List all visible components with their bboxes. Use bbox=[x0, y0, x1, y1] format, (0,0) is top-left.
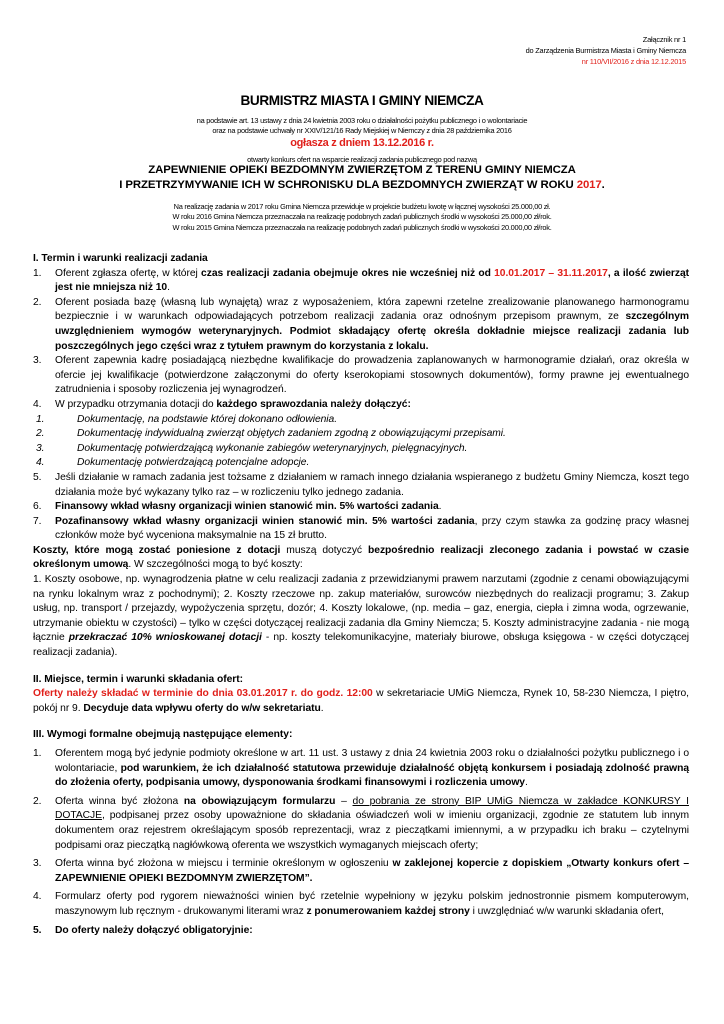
budget-line: W roku 2015 Gmina Niemcza przeznaczała na realizację podobnych zadań publicznych środki w wysokości 20.000,00 zł/rok. bbox=[172, 222, 552, 232]
sub-text: Dokumentację potwierdzającą wykonanie zabiegów weterynaryjnych, pielęgnacyjnych. bbox=[77, 442, 468, 454]
eligible-costs-list bbox=[33, 573, 689, 661]
item-text: Formularz oferty pod rygorem nieważności winien być rzetelnie wypełniony w języku polskim jednostronnie pismem komputerowym, maszynowym lub ręcznym - drukowanymi literami wraz bbox=[55, 891, 689, 917]
item-text: Oferta winna być złożona bbox=[55, 795, 184, 807]
task-title bbox=[30, 163, 694, 192]
costs-bold: bezpośrednio realizacji zleconego zadania i powstać w czasie określonym umową bbox=[33, 544, 689, 571]
budget-line: W roku 2016 Gmina Niemcza przeznaczała na realizację podobnych zadań publicznych środki w wysokości 25.000,00 zł/rok. bbox=[172, 212, 552, 222]
eligible-costs-intro bbox=[33, 544, 689, 573]
competition-intro: otwarty konkurs ofert na wsparcie realizacji zadania publicznego pod nazwą bbox=[247, 155, 477, 164]
item-text: Oferent zgłasza ofertę, w której bbox=[55, 267, 202, 279]
attachment-number: Załącznik nr 1 bbox=[642, 35, 686, 44]
item-bold: szczególnym uwzględnieniem wymogów weterynaryjnych. Podmiot składający ofertę określa dokładnie miejsce realizacji zadania lub poszczególnych jego części wraz z tytułem prawnym do korzystania z lokalu. bbox=[55, 311, 689, 352]
report-attachment-item bbox=[33, 427, 689, 442]
item-number: 3. bbox=[33, 858, 42, 870]
section-3-item bbox=[33, 924, 689, 939]
sub-text: Dokumentację potwierdzającą potencjalne adopcje. bbox=[77, 457, 310, 469]
item-text: – bbox=[335, 795, 353, 807]
section-1-heading: I. Termin i warunki realizacji zadania bbox=[33, 253, 208, 264]
item-text: . bbox=[167, 282, 170, 294]
item-bold: z ponumerowaniem każdej strony bbox=[306, 905, 470, 917]
item-number: 7. bbox=[33, 515, 42, 527]
section-1-item bbox=[33, 354, 689, 398]
item-number: 1. bbox=[33, 748, 42, 759]
item-bold: Pozafinansowy wkład własny organizacji winien stanowić min. 5% wartości zadania bbox=[55, 515, 475, 527]
item-number: 3. bbox=[33, 355, 42, 367]
section-3-item bbox=[33, 857, 689, 886]
item-bold: na obowiązującym formularzu bbox=[183, 795, 336, 807]
item-text: . bbox=[524, 777, 528, 789]
spacer bbox=[33, 661, 689, 673]
submission-bold: Decyduje data wpływu oferty do w/w sekretariatu bbox=[83, 702, 321, 714]
costs-text: . W szczególności mogą to być koszty: bbox=[128, 559, 303, 571]
item-number: 2. bbox=[33, 296, 42, 308]
item-bold: każdego sprawozdania należy dołączyć: bbox=[216, 398, 411, 410]
legal-basis-line: na podstawie art. 13 ustawy z dnia 24 kwietnia 2003 roku o działalności pożytku publicznego i o wolontariacie bbox=[196, 116, 528, 125]
legal-basis-line: oraz na podstawie uchwały nr XXIV/121/16 Rady Miejskiej w Niemczy z dnia 28 października 2016 bbox=[212, 126, 512, 136]
item-number: 2. bbox=[33, 795, 42, 807]
task-title-line: ZAPEWNIENIE OPIEKI BEZDOMNYM ZWIERZĘTOM Z TERENU GMINY NIEMCZA bbox=[148, 164, 576, 176]
task-title-line bbox=[30, 178, 694, 193]
document-body bbox=[33, 252, 689, 942]
attachment-ordinance-number: nr 110/VII/2016 z dnia 12.12.2015 bbox=[581, 57, 686, 66]
item-number: 6. bbox=[33, 501, 42, 513]
task-title-end: . bbox=[601, 178, 605, 191]
report-attachment-item bbox=[33, 442, 689, 457]
report-attachment-item bbox=[33, 456, 689, 471]
submission-deadline: Oferty należy składać w terminie do dnia 03.01.2017 r. do godz. 12:00 bbox=[33, 688, 373, 700]
legal-basis bbox=[30, 116, 694, 137]
item-text: Jeśli działanie w ramach zadania jest tożsame z działaniem w ramach innego działania wspieranego z budżetu Gminy Niemcza, koszt tego działania może być wykazany tylko raz – w rozliczeniu tylko jednego zadania. bbox=[55, 471, 689, 498]
costs-bold: Koszty, które mogą zostać poniesione z dotacji bbox=[33, 544, 281, 556]
sub-text: Dokumentację indywidualną zwierząt objętych zadaniem zgodną z obowiązującymi przepisami. bbox=[77, 428, 506, 440]
bip-location: do pobrania ze strony BIP UMiG Niemcza w zakładce KONKURSY I DOTACJE bbox=[55, 795, 689, 822]
submission-text: . bbox=[320, 702, 324, 714]
sub-number: 1. bbox=[36, 413, 45, 425]
item-number: 4. bbox=[33, 891, 42, 903]
costs-limit: przekraczać 10% wnioskowanej dotacji bbox=[68, 632, 262, 644]
item-bold: Finansowy wkład własny organizacji winien stanowić min. 5% wartości zadania bbox=[55, 501, 439, 513]
section-1-item bbox=[33, 500, 689, 515]
section-2-heading: II. Miejsce, termin i warunki składania ofert: bbox=[33, 673, 243, 685]
section-1-item bbox=[33, 471, 689, 500]
budget-line: Na realizację zadania w 2017 roku Gmina Niemcza przewiduje w projekcie budżetu kwotę w łącznej wysokości 25.000,00 zł. bbox=[173, 202, 551, 211]
section-3-item bbox=[33, 795, 689, 853]
item-text: i uwzględniać w/w warunki składania ofert, bbox=[469, 905, 664, 917]
budget-info bbox=[30, 202, 694, 233]
section-1-item bbox=[33, 296, 689, 354]
task-year: 2017 bbox=[576, 178, 602, 191]
sub-number: 4. bbox=[36, 457, 45, 469]
costs-text: - np. koszty telekomunikacyjne, materiały biurowe, obsługa księgowa - w części dotyczącej realizacji zadania). bbox=[33, 632, 689, 659]
submission-terms bbox=[33, 687, 689, 716]
report-attachment-item bbox=[33, 413, 689, 428]
item-text: Oferta winna być złożona w miejscu i terminie określonym w ogłoszeniu bbox=[55, 858, 393, 870]
section-3-item bbox=[33, 747, 689, 791]
spacer bbox=[33, 716, 689, 728]
item-bold: , a ilość zwierząt jest nie mniejsza niż 10 bbox=[55, 267, 690, 294]
section-3-heading: III. Wymogi formalne obejmują następujące elementy: bbox=[33, 729, 293, 741]
costs-text: 1. Koszty osobowe, np. wynagrodzenia płatne w celu realizacji zadania z przewidzianymi prawem narzutami (zgodnie z cenami obowiązującymi na rynku lokalnym wraz z pochodnymi); 2. Koszty rzeczowe np. zakup materiałów, surowców niezbędnych do realizacji programu; 3. Zakup usług, np. transport / przejazdy, wypożyczenia sprzętu, dozór; 4. Koszty lokalowe, (np. media – gaz, energia, ciepła i zimna woda, ogrzewanie, utrzymanie obiektu w czystości) – tylko w części dotyczącej realizacji zadania dla Gminy Niemcza; 5. Koszty administracyjne zadania - nie mogą łącznie bbox=[33, 574, 689, 644]
item-text: Oferent posiada bazę (własną lub wynajętą) wraz z wyposażeniem, która zapewni rzetelne zrealizowanie planowanego harmonogramu bezpiecznie i w warunkach odpowiadających potrzebom realizacji zadania oraz odnośnym przepisom prawnym, ze bbox=[55, 296, 689, 323]
costs-text: muszą dotyczyć bbox=[280, 544, 369, 556]
realization-period: 10.01.2017 – 31.11.2017 bbox=[494, 267, 608, 279]
attachment-header bbox=[526, 34, 686, 67]
item-text: , przy czym stawka za godzinę pracy własnej członków może być wyceniona maksymalnie na 15 zł brutto. bbox=[55, 515, 689, 542]
item-bold: w zaklejonej kopercie z dopiskiem „Otwarty konkurs ofert – ZAPEWNIENIE OPIEKI BEZDOMNYM ZWIERZĘTOM”. bbox=[55, 858, 689, 884]
item-text: Oferentem mogą być jedynie podmioty określone w art. 11 ust. 3 ustawy z dnia 24 kwietnia 2003 roku o działalności pożytku publicznego i o wolontariacie, bbox=[55, 748, 689, 774]
page-title: BURMISTRZ MIASTA I GMINY NIEMCZA bbox=[240, 93, 484, 108]
sub-number: 3. bbox=[36, 442, 45, 454]
item-number: 5. bbox=[33, 471, 42, 483]
item-text: W przypadku otrzymania dotacji do bbox=[55, 398, 217, 410]
announcement-date: ogłasza z dniem 13.12.2016 r. bbox=[290, 137, 434, 149]
task-title-text: I PRZETRZYMYWANIE ICH W SCHRONISKU DLA BEZDOMNYCH ZWIERZĄT W ROKU bbox=[119, 178, 577, 191]
item-number: 5. bbox=[33, 924, 42, 936]
item-text: . bbox=[438, 501, 442, 513]
item-bold: Do oferty należy dołączyć obligatoryjnie: bbox=[55, 924, 253, 936]
item-text: , podpisanej przez osoby upoważnione do składania oświadczeń woli w imieniu organizacji, zgodnie ze statutem lub innym dokumentem oraz rejestrem określającym sposób reprezentacji, wraz z pieczątkami imiennymi, a w przypadku ich braku – czytelnymi podpisami oraz pieczątką nagłówkową oferenta we wszystkich wymaganych miejscach oferty; bbox=[55, 810, 689, 851]
item-bold: czas realizacji zadania obejmuje okres nie wcześniej niż od bbox=[201, 267, 495, 279]
section-1-item bbox=[33, 398, 689, 413]
submission-text: w sekretariacie UMiG Niemcza, Rynek 10, 58-230 Niemcza, I piętro, pokój nr 9. bbox=[33, 688, 689, 714]
item-bold: pod warunkiem, że ich działalność statutowa przewiduje działalność objętą konkursem i posiadają zdolność prawną do złożenia oferty, podpisania umowy, dysponowania środkami finansowymi i rozliczenia umowy bbox=[55, 762, 689, 789]
sub-text: Dokumentację, na podstawie której dokonano odłowienia. bbox=[77, 413, 338, 425]
section-3-item bbox=[33, 890, 689, 919]
item-number: 4. bbox=[33, 398, 42, 410]
item-number: 1. bbox=[33, 267, 42, 279]
attachment-ordinance: do Zarządzenia Burmistrza Miasta i Gminy Niemcza bbox=[525, 46, 686, 55]
section-1-item bbox=[33, 515, 689, 544]
sub-number: 2. bbox=[36, 428, 45, 440]
item-text: Oferent zapewnia kadrę posiadającą niezbędne kwalifikacje do prowadzenia zaplanowanych w harmonogramie działań, oraz określa w ofercie jej kwalifikacje (potwierdzone załączonymi do oferty kserokopiami stosownych dokumentów), formy prawne jej ewentualnego zatrudnienia i sposoby rozliczenia jej wynagrodzeń. bbox=[55, 355, 689, 396]
section-1-item bbox=[33, 267, 689, 296]
